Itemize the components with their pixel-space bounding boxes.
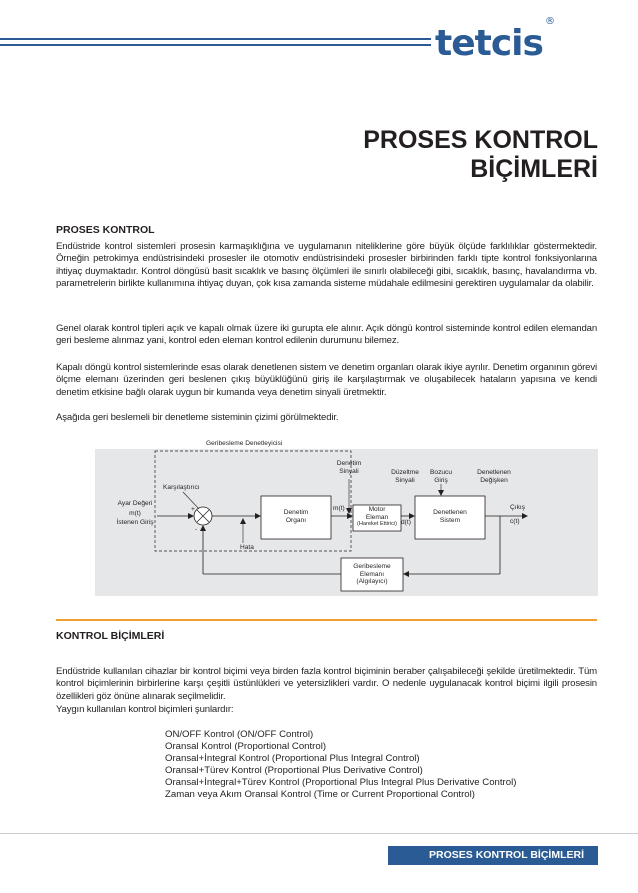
label-controlled-var-line2: Değişken: [480, 476, 508, 484]
header-stripe-top: [0, 38, 431, 40]
brand-logo: [435, 16, 554, 64]
section-heading-proses-kontrol: PROSES KONTROL: [56, 224, 155, 236]
registered-mark: ®: [544, 16, 554, 27]
label-system-line1: Denetlenen: [433, 509, 467, 516]
label-setpoint-line3: İstenen Giriş: [116, 519, 154, 526]
label-controlled-var-line1: Denetlenen: [477, 469, 511, 476]
header-stripe-bottom: [0, 44, 431, 46]
list-item: Oransal+İntegral+Türev Kontrol (Proportional Plus Integral Plus Derivative Control): [165, 777, 517, 789]
label-output-line2: c(t): [510, 517, 520, 525]
paragraph-3: Kapalı döngü kontrol sistemlerinde esas olarak denetlenen sistem ve denetim organları olarak ikiye ayrılır. Denetim organının görevi ölçme elemanı üzerinden geri beslenen çıkış büyüklüğünü giriş ile karşılaştırmak ve oluşabilecek hataların yapısına ve kendi denetim etkisine bağlı olarak uygun bir kumanda veya denetim sinyali üretmektir.: [56, 362, 597, 398]
label-motor-line3: (Hareket Ettirici): [356, 521, 398, 527]
label-feedback-line3: (Algılayıcı): [356, 578, 388, 585]
label-control-organ: [261, 509, 331, 524]
label-feedback-element: [341, 563, 403, 586]
label-d-signal: d(t): [401, 519, 411, 526]
paragraph-4: Aşağıda geri beslemeli bir denetleme sisteminin çizimi görülmektedir.: [56, 412, 339, 423]
label-error: Hata: [240, 544, 254, 551]
label-correction-line2: Sinyali: [395, 476, 415, 484]
label-disturbance-line2: Giriş: [434, 476, 448, 484]
label-controlled-variable: [468, 469, 520, 484]
list-item: Oransal+İntegral Kontrol (Proportional Plus Integral Control): [165, 753, 420, 765]
footer-divider: [0, 833, 638, 834]
label-setpoint: [113, 500, 157, 527]
label-comparator: Karşılaştırıcı: [163, 484, 200, 491]
list-item: Oransal+Türev Kontrol (Proportional Plus Derivative Control): [165, 765, 423, 777]
paragraph-6: Yaygın kullanılan kontrol biçimleri şunlardır:: [56, 704, 234, 715]
list-item: Zaman veya Akım Oransal Kontrol (Time or Current Proportional Control): [165, 789, 475, 801]
list-item: Oransal Kontrol (Proportional Control): [165, 741, 327, 753]
label-controlled-system: [415, 509, 485, 524]
label-motor-element: [351, 506, 403, 529]
label-control-signal-line2: Sinyali: [339, 467, 359, 475]
label-m-signal: m(t): [333, 505, 345, 512]
footer-label: PROSES KONTROL BİÇİMLERİ: [429, 849, 584, 861]
label-plus: +: [191, 506, 195, 513]
paragraph-5: Endüstride kullanılan cihazlar bir kontrol biçimi veya birden fazla kontrol biçiminin beraber çalışabileceği şekilde üretilmektedir. Tüm kontrol biçimlerinin birbirlerine karşı çeşitli üstünlükleri ve yetersizlikleri vardır. O nedenle uygulanacak kontrol biçimi ilgili prosesin özellikleri göz önüne alınarak seçilmelidir.: [56, 666, 597, 702]
label-disturbance: [423, 469, 459, 484]
label-disturbance-line1: Bozucu: [430, 469, 452, 476]
label-minus: -: [195, 526, 198, 533]
page-title: [363, 126, 598, 184]
paragraph-1: Endüstride kontrol sistemleri prosesin karmaşıklığına ve uygulamanın niteliklerine göre büyük ölçüde farklılıklar göstermektedir. Örneğin petrokimya endüstrisindeki prosesler ile otomotiv endüstrisindeki prosesler birbirinden farklı tipte kontrol fonksiyonlarına ihtiyaç duymaktadır. Kontrol döngüsü basit sıcaklık ve basınç ölçümleri ile sınırlı olabileceği gibi, sıcaklık, basınç, havalandırma vb. parametrelerin birlikte kullanımına ihtiyaç duyan, çok kısa zamanda sisteme müdahale edilmesini gerektiren uygulamalar da olabilir.: [56, 241, 597, 290]
label-control-signal: [329, 460, 369, 475]
paragraph-2: Genel olarak kontrol tipleri açık ve kapalı olmak üzere iki gurupta ele alınır. Açık döngü kontrol sisteminde kontrol edilen elemandan geri besleme alınmaz yani, kontrol eden eleman kontrol edilenin durumunu bilemez.: [56, 323, 597, 347]
label-system-line2: Sistem: [439, 516, 461, 524]
label-feedback-line1: Geribesleme: [353, 563, 391, 570]
label-control-signal-line1: Denetim: [336, 460, 362, 467]
label-feedback-controller: Geribesleme Denetleyicisi: [206, 440, 283, 447]
section-heading-kontrol-bicimleri: KONTROL BİÇİMLERİ: [56, 630, 165, 642]
label-control-organ-line2: Organı: [285, 516, 307, 524]
label-control-organ-line1: Denetim: [283, 509, 309, 516]
label-setpoint-line2: m(t): [129, 509, 141, 517]
control-types-list: [165, 729, 516, 802]
label-output: [510, 504, 525, 525]
label-feedback-line2: Elemanı: [359, 570, 385, 578]
label-output-line1: Çıkış: [510, 504, 526, 511]
label-motor-line1: Motor: [368, 506, 386, 513]
label-setpoint-line1: Ayar Değeri: [117, 500, 153, 507]
section-divider: [56, 619, 597, 621]
label-motor-line2: Eleman: [365, 513, 389, 521]
page-title-line1: PROSES KONTROL: [363, 126, 598, 154]
label-correction-signal: [385, 469, 425, 484]
feedback-control-diagram: [95, 440, 598, 596]
brand-name: tetcis: [435, 23, 543, 64]
page-title-line2: BİÇİMLERİ: [470, 155, 598, 183]
label-correction-line1: Düzeltme: [391, 469, 419, 476]
list-item: ON/OFF Kontrol (ON/OFF Control): [165, 729, 314, 740]
